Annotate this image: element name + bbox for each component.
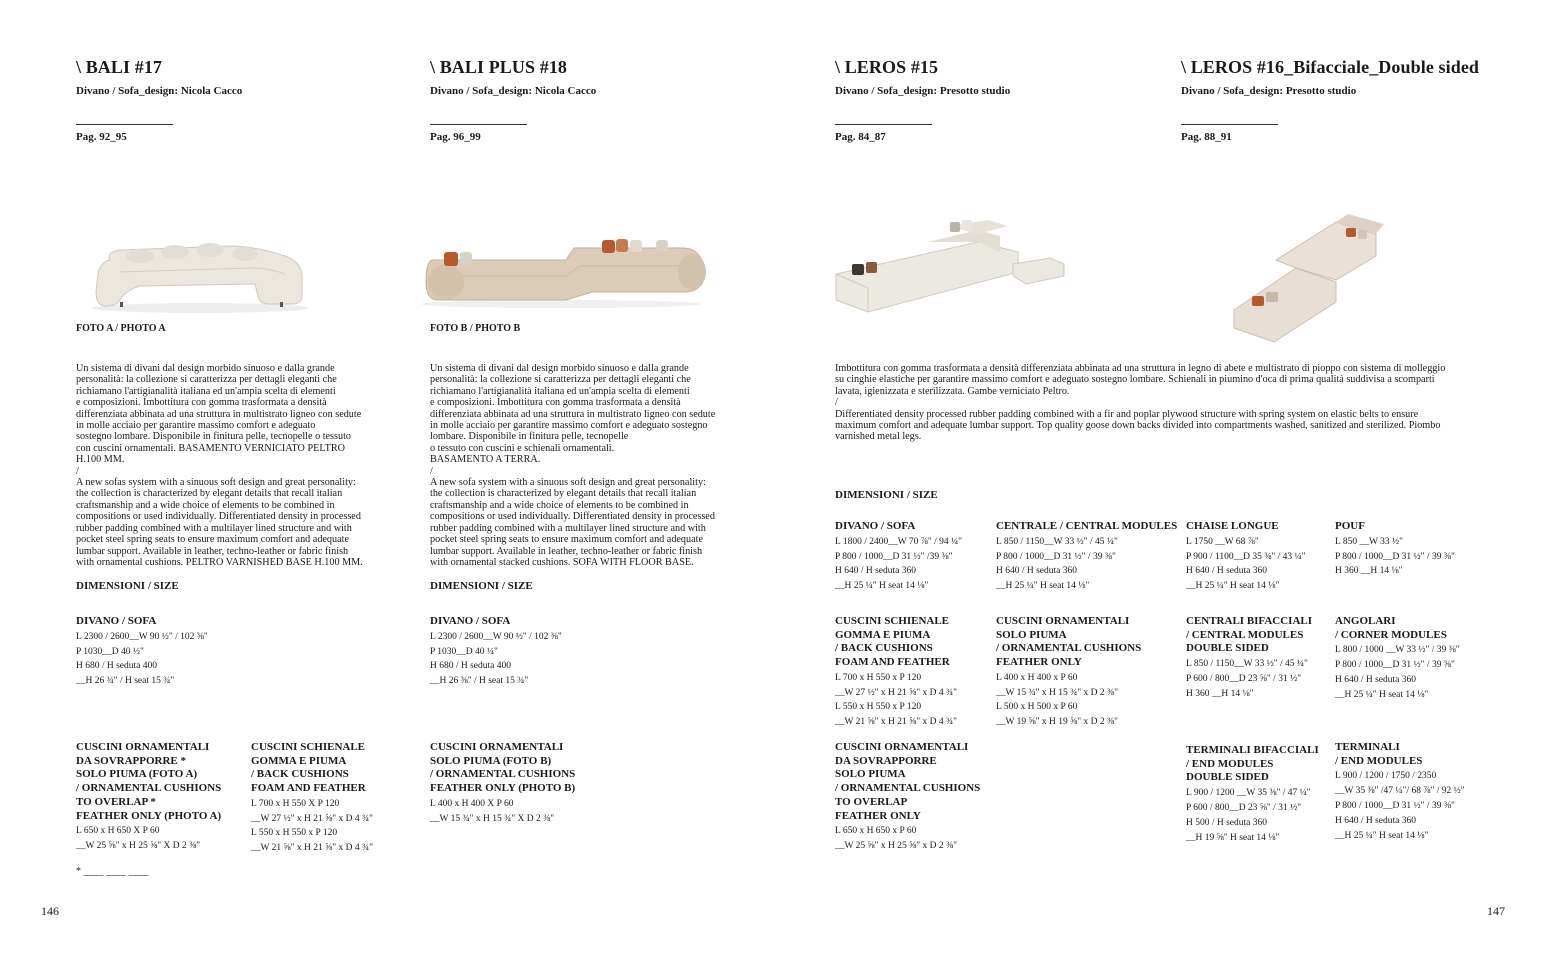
bali-plus18-description: Un sistema di divani dal design morbido sinuoso e dalla grande personalità: la collezione si caratterizza per dettagli eleganti che richiamano l'artigianalità italiana ed un'ampia scelta di elementi e composizioni. Imbottitura con gomma trasformata a densità differenziata abbinata ad una struttura in multistrato ligneo con sedute in molle acciaio per garantire massimo comfort e adeguato sostegno lombare. Disponibile in finitura pelle, tecnopelle o tessuto con cuscini e schienali ornamentali. BASAMENTO A TERRA. / A new sofa system with a sinuous soft design and great personality: the collection is characterized by elegant details that recall italian craftsmanship and a wide choice of elements to be combined in compositions or used individually. Differentiated density in processed rubber padding combined with a multilayer lined structure and with pocket steel spring seats to ensure maximum comfort and adequate lumbar support. Available in leather, techno-leather or fabric finish with ornamental stacked cushions. SOFA WITH FLOOR BASE. — [430, 363, 716, 568]
leros-ornamental-overlap-spec: L 650 x H 650 x P 60 __W 25 ⅝" x H 25 ⅝" x D 2 ⅜" — [835, 826, 958, 852]
bali-plus18-subtitle: Divano / Sofa_design: Nicola Cacco — [430, 85, 597, 97]
leros-ornamental-overlap-block — [835, 741, 980, 854]
bali-plus18-ornamental-spec: L 400 x H 400 X P 60 __W 15 ¾" x H 15 ¾" X D 2 ⅜" — [430, 798, 555, 824]
bali17-sofa-heading: DIVANO / SOFA — [76, 615, 157, 627]
bali-plus18-sofa-photo — [406, 230, 711, 310]
leros-central-spec: L 850 / 1150__W 33 ½" / 45 ¼" P 800 / 1000__D 31 ½" / 39 ⅜" H 640 / H seduta 360 __H 25 ¼" H seat 14 ⅛" — [996, 536, 1118, 592]
leros-terminal-double-heading: TERMINALI BIFACCIALI / END MODULES DOUBLE SIDED — [1186, 744, 1319, 784]
leros-sofa-block — [835, 520, 962, 594]
bali17-ornamental-block — [76, 741, 221, 854]
leros16-page-ref: Pag. 88_91 — [1181, 131, 1232, 143]
bali-plus18-page-ref: Pag. 96_99 — [430, 131, 481, 143]
leros15-page-ref: Pag. 84_87 — [835, 131, 886, 143]
bali17-divider — [76, 124, 173, 125]
leros-terminal-double-spec: L 900 / 1200 __W 35 ⅜" / 47 ¼" P 600 / 800__D 23 ⅝" / 31 ½" H 500 / H seduta 360 __H 19 ⅝" H seat 14 ⅛" — [1186, 788, 1311, 843]
leros-back-cushion-spec: L 700 x H 550 x P 120 __W 27 ½" x H 21 ⅝" x D 4 ¾" L 550 x H 550 x P 120 __W 21 ⅝" x H 21 ⅝" x D 4 ¾" — [835, 672, 958, 728]
leros-terminal-double-block — [1186, 744, 1319, 845]
leros15-title: \ LEROS #15 — [835, 57, 939, 77]
bali-plus18-divider — [430, 124, 527, 125]
bali17-footnote — [76, 866, 149, 877]
leros-sofa-heading: DIVANO / SOFA — [835, 520, 916, 532]
leros-central-double-block — [1186, 615, 1312, 702]
leros-central-heading: CENTRALE / CENTRAL MODULES — [996, 520, 1178, 532]
leros15-sofa-photo — [828, 212, 1068, 322]
footnote-line: ____ ____ ____ — [83, 866, 149, 877]
bali17-page-ref: Pag. 92_95 — [76, 131, 127, 143]
bali-plus18-ornamental-heading: CUSCINI ORNAMENTALI SOLO PIUMA (FOTO B) / ORNAMENTAL CUSHIONS FEATHER ONLY (PHOTO B) — [430, 741, 576, 795]
leros15-subtitle: Divano / Sofa_design: Presotto studio — [835, 85, 1011, 97]
bali17-back-cushion-spec: L 700 x H 550 X P 120 __W 27 ½" x H 21 ⅝" x D 4 ¾" L 550 x H 550 x P 120 __W 21 ⅝" x H 21 ⅝" x D 4 ¾" — [251, 798, 374, 854]
bali17-ornamental-spec: L 650 x H 650 X P 60 __W 25 ⅝" x H 25 ⅝" X D 2 ⅜" — [76, 826, 201, 852]
leros-terminal-heading: TERMINALI / END MODULES — [1335, 741, 1423, 767]
page-number-left: 146 — [41, 904, 59, 918]
leros-ornamental-only-heading: CUSCINI ORNAMENTALI SOLO PIUMA / ORNAMENTAL CUSHIONS FEATHER ONLY — [996, 615, 1142, 669]
bali17-description: Un sistema di divani dal design morbido sinuoso e dalla grande personalità: la collezione si caratterizza per dettagli eleganti che richiamano l'artigianalità italiana ed un'ampia scelta di elementi e composizioni. Imbottitura con gomma trasformata a densità differenziata abbinata ad una struttura in multistrato ligneo con sedute in molle acciaio per garantire massimo comfort e adeguato sostegno lombare. Disponibile in finitura pelle, tecnopelle o tessuto con cuscini ornamentali. BASAMENTO VERNICIATO PELTRO H.100 MM. / A new sofas system with a sinuous soft design and great personality: the collection is characterized by elegant details that recall italian craftsmanship and a wide choice of elements to be combined in compositions or used individually. Differentiated density in processed rubber padding combined with a multilayer lined structure and with pocket steel spring seats to ensure maximum comfort and adequate lumbar support. Available in leather, techno-leather or fabric finish with ornamental cushions. PELTRO VARNISHED BASE H.100 MM. — [76, 363, 363, 568]
bali17-dimensions-heading: DIMENSIONI / SIZE — [76, 580, 179, 592]
bali-plus18-sofa-heading: DIVANO / SOFA — [430, 615, 511, 627]
leros-ornamental-only-block — [996, 615, 1141, 730]
bali17-title: \ BALI #17 — [76, 57, 163, 77]
bali17-back-cushion-block — [251, 741, 373, 856]
leros-sofa-spec: L 1800 / 2400__W 70 ⅞" / 94 ¼" P 800 / 1000__D 31 ½" /39 ⅜" H 640 / H seduta 360 __H 25 ¼" H seat 14 ⅛" — [835, 536, 963, 592]
leros16-sofa-photo — [1226, 210, 1386, 350]
leros-ornamental-only-spec: L 400 x H 400 x P 60 __W 15 ¾" x H 15 ¾" x D 2 ⅜" L 500 x H 500 x P 60 __W 19 ⅝" x H 19 ⅝" x D 2 ⅜" — [996, 672, 1119, 728]
leros-central-double-heading: CENTRALI BIFACCIALI / CENTRAL MODULES DOUBLE SIDED — [1186, 615, 1313, 655]
leros-chaise-heading: CHAISE LONGUE — [1186, 520, 1279, 532]
leros-corner-spec: L 800 / 1000 __W 33 ½" / 39 ⅜" P 800 / 1000__D 31 ½" / 39 ⅜" H 640 / H seduta 360 __H 25 ¼" H seat 14 ⅛" — [1335, 645, 1460, 700]
bali17-back-cushion-heading: CUSCINI SCHIENALE GOMMA E PIUMA / BACK CUSHIONS FOAM AND FEATHER — [251, 741, 366, 795]
leros-pouf-spec: L 850 __W 33 ½" P 800 / 1000__D 31 ½" / 39 ⅜" H 360 __H 14 ⅛" — [1335, 536, 1455, 577]
leros-back-cushion-heading: CUSCINI SCHIENALE GOMMA E PIUMA / BACK CUSHIONS FOAM AND FEATHER — [835, 615, 950, 669]
leros-description: Imbottitura con gomma trasformata a densità differenziata abbinata ad una struttura in legno di abete e multistrato di pioppo con sistema di molleggio su cinghie elastiche per garantire massimo comfort e adeguato sostegno lombare. Schienali in piumino d'oca di prima qualità suddivisa a scomparti lavata, igienizzata e sterilizzata. Gambe verniciato Peltro. / Differentiated density processed rubber padding combined with a fir and poplar plywood structure with spring system on elastic belts to ensure maximum comfort and adequate lumbar support. Top quality goose down backs divided into compartments washed, sanitized and sterilized. Piombo varnished metal legs. — [835, 363, 1446, 443]
bali-plus18-sofa-block — [430, 615, 562, 689]
leros-back-cushion-block — [835, 615, 957, 730]
bali-plus18-sofa-spec: L 2300 / 2600__W 90 ½" / 102 ⅜" P 1030__D 40 ¼" H 680 / H seduta 400 __H 26 ⅜" / H seat 15 ¾" — [430, 631, 562, 687]
leros-corner-heading: ANGOLARI / CORNER MODULES — [1335, 615, 1447, 641]
leros16-divider — [1181, 124, 1278, 125]
leros-chaise-block — [1186, 520, 1305, 594]
bali17-sofa-photo — [80, 222, 315, 317]
bali-plus18-ornamental-block — [430, 741, 575, 826]
leros-corner-block — [1335, 615, 1460, 703]
leros16-title: \ LEROS #16_Bifacciale_Double sided — [1181, 57, 1480, 77]
bali17-sofa-block — [76, 615, 208, 689]
bali-plus18-title: \ BALI PLUS #18 — [430, 57, 568, 77]
bali17-sofa-spec: L 2300 / 2600__W 90 ½" / 102 ⅜" P 1030__D 40 ½" H 680 / H seduta 400 __H 26 ¾" / H seat 15 ¾" — [76, 631, 208, 687]
bali17-subtitle: Divano / Sofa_design: Nicola Cacco — [76, 85, 243, 97]
leros-terminal-block — [1335, 741, 1465, 843]
leros-dimensions-heading: DIMENSIONI / SIZE — [835, 489, 938, 501]
page-number-right: 147 — [1487, 904, 1505, 918]
leros16-subtitle: Divano / Sofa_design: Presotto studio — [1181, 85, 1357, 97]
leros-central-block — [996, 520, 1177, 594]
leros-terminal-spec: L 900 / 1200 / 1750 / 2350 __W 35 ⅜" /47 ¼"/ 68 ⅞" / 92 ½" P 800 / 1000__D 31 ½" / 39 ⅜" H 640 / H seduta 360 __H 25 ¼" H seat 14 ⅛" — [1335, 771, 1465, 841]
leros-chaise-spec: L 1750 __W 68 ⅞" P 900 / 1100__D 35 ⅜" / 43 ¼" H 640 / H seduta 360 __H 25 ¼" H seat 14 ⅛" — [1186, 536, 1306, 592]
bali17-ornamental-heading: CUSCINI ORNAMENTALI DA SOVRAPPORRE * SOLO PIUMA (FOTO A) / ORNAMENTAL CUSHIONS TO OVERLAP * FEATHER ONLY (PHOTO A) — [76, 741, 222, 822]
bali-plus18-dimensions-heading: DIMENSIONI / SIZE — [430, 580, 533, 592]
leros15-divider — [835, 124, 932, 125]
leros-ornamental-overlap-heading: CUSCINI ORNAMENTALI DA SOVRAPPORRE SOLO PIUMA / ORNAMENTAL CUSHIONS TO OVERLAP FEATHER ONLY — [835, 741, 981, 822]
leros-central-double-spec: L 850 / 1150__W 33 ½" / 45 ¼" P 600 / 800__D 23 ⅝" / 31 ½" H 360 __H 14 ⅛" — [1186, 659, 1308, 699]
bali-plus18-photo-label: FOTO B / PHOTO B — [430, 323, 521, 334]
leros-pouf-block — [1335, 520, 1455, 579]
footnote-mark: * — [76, 866, 81, 877]
bali17-photo-label: FOTO A / PHOTO A — [76, 323, 166, 334]
leros-pouf-heading: POUF — [1335, 520, 1365, 532]
